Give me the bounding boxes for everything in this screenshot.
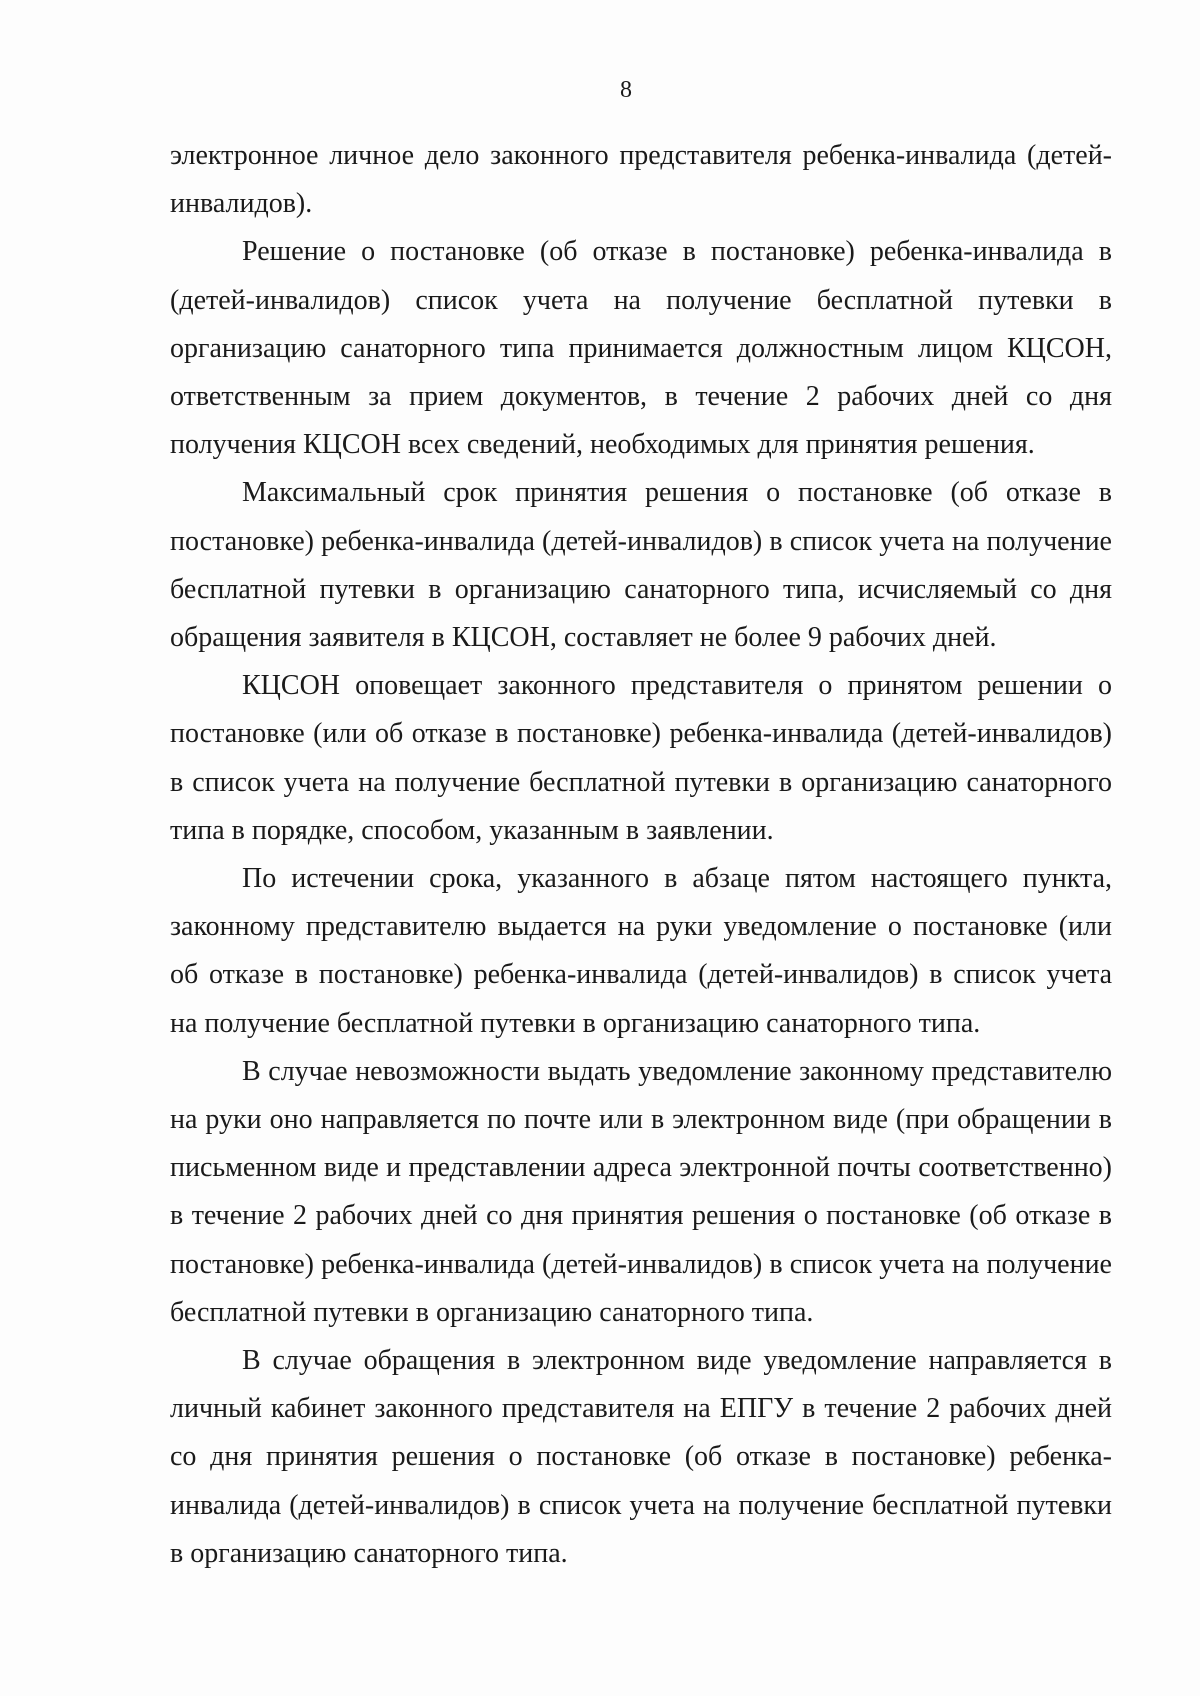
paragraph-maximum-term: Максимальный срок принятия решения о постановке (об отказе в постановке) ребенка-инвалида (детей-инвалидов) в список учета на получение бесплатной путевки в организацию санаторного типа, исчисляемый со дня обращения заявителя в КЦСОН, составляет не более 9 рабочих дней. xyxy=(170,477,1112,654)
paragraph-notification-method: КЦСОН оповещает законного представителя о принятом решении о постановке (или об отказе в постановке) ребенка-инвалида (детей-инвалидов) в список учета на получение бесплатной путевки в организацию санаторного типа в порядке, способом, указанным в заявлении. xyxy=(170,670,1112,846)
paragraph-continuation: электронное личное дело законного представителя ребенка-инвалида (детей-инвалидов). xyxy=(170,140,1112,220)
paragraph-decision-deadline: Решение о постановке (об отказе в постановке) ребенка-инвалида в (детей-инвалидов) список учета на получение бесплатной путевки в организацию санаторного типа принимается должностным лицом КЦСОН, ответственным за прием документов, в течение 2 рабочих дней со дня получения КЦСОН всех сведений, необходимых для принятия решения. xyxy=(170,236,1112,461)
document-body xyxy=(170,132,1112,1578)
page-number: 8 xyxy=(620,77,632,103)
paragraph-electronic-notice: В случае обращения в электронном виде уведомление направляется в личный кабинет законного представителя на ЕПГУ в течение 2 рабочих дней со дня принятия решения о постановке (об отказе в постановке) ребенка-инвалида (детей-инвалидов) в список учета на получение бесплатной путевки в организацию санаторного типа. xyxy=(170,1345,1112,1569)
paragraph-notice-handover: По истечении срока, указанного в абзаце пятом настоящего пункта, законному представителю выдается на руки уведомление о постановке (или об отказе в постановке) ребенка-инвалида (детей-инвалидов) в список учета на получение бесплатной путевки в организацию санаторного типа. xyxy=(170,863,1112,1039)
paragraph-notice-by-mail: В случае невозможности выдать уведомление законному представителю на руки оно направляется по почте или в электронном виде (при обращении в письменном виде и представлении адреса электронной почты соответственно) в течение 2 рабочих дней со дня принятия решения о постановке (об отказе в постановке) ребенка-инвалида (детей-инвалидов) в список учета на получение бесплатной путевки в организацию санаторного типа. xyxy=(170,1055,1112,1328)
